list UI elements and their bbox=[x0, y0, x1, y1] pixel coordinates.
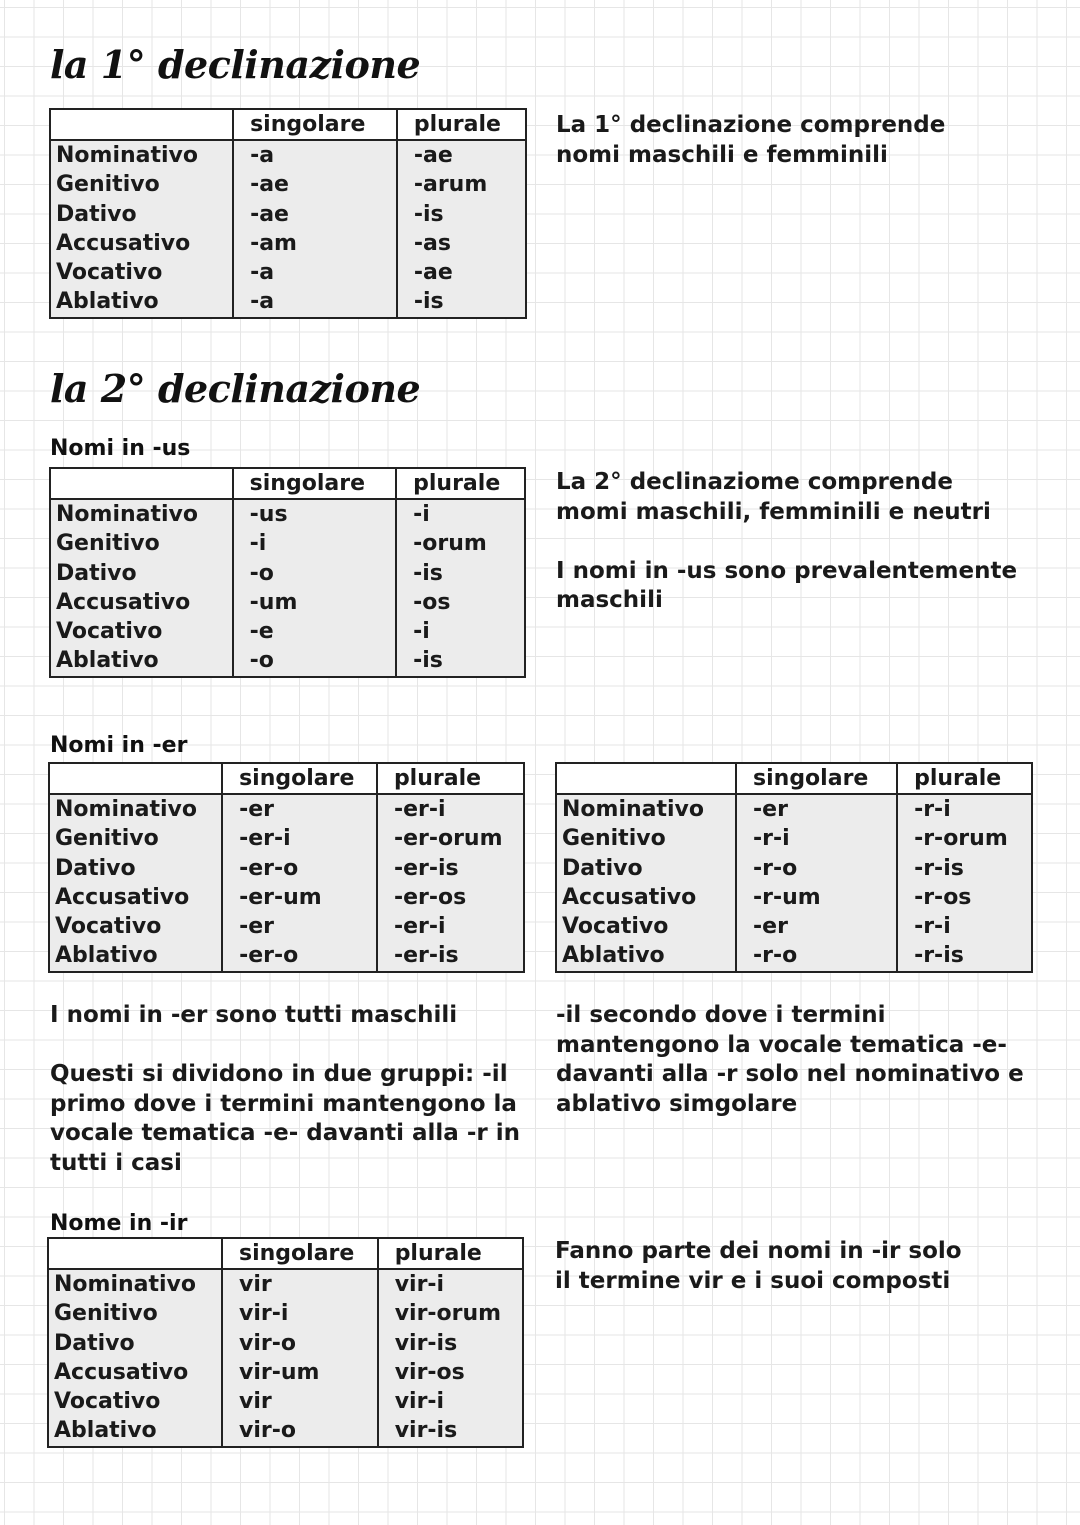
table-row bbox=[50, 288, 526, 318]
singular-ending: -um bbox=[233, 588, 396, 617]
plural-ending: -as bbox=[397, 229, 526, 258]
case-name: Dativo bbox=[50, 200, 233, 229]
singular-ending: -er-i bbox=[222, 825, 377, 854]
case-name: Genitivo bbox=[49, 825, 222, 854]
table-nomi-in-er-group2 bbox=[555, 762, 1033, 973]
plural-ending: -r-orum bbox=[897, 825, 1032, 854]
singular-ending: -a bbox=[233, 288, 397, 318]
case-name: Nominativo bbox=[50, 499, 233, 529]
plural-ending: -r-i bbox=[897, 912, 1032, 941]
plural-ending: -is bbox=[396, 559, 525, 588]
table-row bbox=[556, 854, 1032, 883]
singular-ending: -r-i bbox=[736, 825, 897, 854]
plural-ending: vir-os bbox=[378, 1358, 523, 1387]
table-first-declension bbox=[49, 108, 527, 319]
case-name: Vocativo bbox=[50, 258, 233, 287]
plural-ending: -er-i bbox=[377, 794, 524, 824]
table-row bbox=[49, 825, 524, 854]
plural-ending: -os bbox=[396, 588, 525, 617]
plural-ending: -arum bbox=[397, 171, 526, 200]
header-plurale: plurale bbox=[396, 468, 525, 499]
header-case bbox=[50, 109, 233, 140]
plural-ending: vir-orum bbox=[378, 1300, 523, 1329]
plural-ending: -r-os bbox=[897, 883, 1032, 912]
table-row bbox=[50, 588, 525, 617]
singular-ending: vir-o bbox=[222, 1417, 378, 1447]
singular-ending: -ae bbox=[233, 171, 397, 200]
case-name: Accusativo bbox=[49, 883, 222, 912]
singular-ending: vir-o bbox=[222, 1329, 378, 1358]
table-row bbox=[48, 1269, 523, 1299]
table-header-row bbox=[50, 468, 525, 499]
plural-ending: -ae bbox=[397, 258, 526, 287]
singular-ending: -r-um bbox=[736, 883, 897, 912]
table-header-row bbox=[48, 1238, 523, 1269]
table-row bbox=[50, 229, 526, 258]
singular-ending: -er-o bbox=[222, 854, 377, 883]
heading-second-declension: la 2° declinazione bbox=[50, 366, 421, 411]
case-name: Accusativo bbox=[50, 588, 233, 617]
singular-ending: -e bbox=[233, 617, 396, 646]
header-singolare: singolare bbox=[222, 1238, 378, 1269]
table-row bbox=[50, 171, 526, 200]
header-plurale: plurale bbox=[377, 763, 524, 794]
note-er-right: -il secondo dove i termini mantengono la vocale tematica -e- davanti alla -r solo nel nominativo e ablativo simgolare bbox=[556, 1002, 1024, 1117]
table-row bbox=[49, 883, 524, 912]
plural-ending: -r-is bbox=[897, 854, 1032, 883]
note-second-declension: La 2° declinaziome comprende momi maschili, femminili e neutri I nomi in -us sono prevalentemente maschili bbox=[556, 469, 1018, 613]
singular-ending: -r-o bbox=[736, 942, 897, 972]
header-case bbox=[49, 763, 222, 794]
singular-ending: -er bbox=[222, 794, 377, 824]
case-name: Accusativo bbox=[556, 883, 736, 912]
plural-ending: vir-i bbox=[378, 1269, 523, 1299]
plural-ending: vir-i bbox=[378, 1387, 523, 1416]
case-name: Genitivo bbox=[50, 171, 233, 200]
table-row bbox=[48, 1329, 523, 1358]
plural-ending: -i bbox=[396, 617, 525, 646]
note-ir: Fanno parte dei nomi in -ir solo il termine vir e i suoi composti bbox=[555, 1238, 962, 1294]
table-row bbox=[50, 200, 526, 229]
plural-ending: -is bbox=[397, 200, 526, 229]
header-plurale: plurale bbox=[378, 1238, 523, 1269]
header-plurale: plurale bbox=[897, 763, 1032, 794]
heading-first-declension: la 1° declinazione bbox=[50, 42, 421, 87]
case-name: Nominativo bbox=[48, 1269, 222, 1299]
case-name: Dativo bbox=[50, 559, 233, 588]
table-row bbox=[49, 794, 524, 824]
singular-ending: -o bbox=[233, 559, 396, 588]
header-singolare: singolare bbox=[233, 109, 397, 140]
table-row bbox=[556, 883, 1032, 912]
note-first-declension: La 1° declinazione comprende nomi maschili e femminili bbox=[556, 112, 946, 168]
case-name: Ablativo bbox=[49, 942, 222, 972]
table-row bbox=[48, 1358, 523, 1387]
table-row bbox=[556, 794, 1032, 824]
singular-ending: -ae bbox=[233, 200, 397, 229]
plural-ending: -orum bbox=[396, 530, 525, 559]
singular-ending: vir-i bbox=[222, 1300, 378, 1329]
case-name: Accusativo bbox=[48, 1358, 222, 1387]
case-name: Vocativo bbox=[49, 912, 222, 941]
table-row bbox=[48, 1300, 523, 1329]
case-name: Dativo bbox=[49, 854, 222, 883]
singular-ending: -er bbox=[736, 912, 897, 941]
case-name: Nominativo bbox=[556, 794, 736, 824]
case-name: Ablativo bbox=[50, 647, 233, 677]
singular-ending: -er-um bbox=[222, 883, 377, 912]
case-name: Ablativo bbox=[50, 288, 233, 318]
table-row bbox=[556, 825, 1032, 854]
header-case bbox=[48, 1238, 222, 1269]
singular-ending: -o bbox=[233, 647, 396, 677]
case-name: Nominativo bbox=[49, 794, 222, 824]
case-name: Vocativo bbox=[48, 1387, 222, 1416]
plural-ending: -er-is bbox=[377, 942, 524, 972]
plural-ending: -ae bbox=[397, 140, 526, 170]
plural-ending: vir-is bbox=[378, 1329, 523, 1358]
table-row bbox=[49, 854, 524, 883]
plural-ending: -er-i bbox=[377, 912, 524, 941]
header-plurale: plurale bbox=[397, 109, 526, 140]
table-row bbox=[50, 559, 525, 588]
plural-ending: -r-i bbox=[897, 794, 1032, 824]
table-row bbox=[49, 912, 524, 941]
case-name: Ablativo bbox=[48, 1417, 222, 1447]
singular-ending: -us bbox=[233, 499, 396, 529]
table-row bbox=[50, 499, 525, 529]
plural-ending: -i bbox=[396, 499, 525, 529]
table-row bbox=[50, 647, 525, 677]
header-singolare: singolare bbox=[222, 763, 377, 794]
case-name: Accusativo bbox=[50, 229, 233, 258]
table-row bbox=[50, 258, 526, 287]
plural-ending: -er-orum bbox=[377, 825, 524, 854]
plural-ending: -er-is bbox=[377, 854, 524, 883]
table-row bbox=[50, 617, 525, 646]
singular-ending: vir bbox=[222, 1269, 378, 1299]
plural-ending: -is bbox=[397, 288, 526, 318]
table-nomi-in-us bbox=[49, 467, 526, 678]
case-name: Genitivo bbox=[48, 1300, 222, 1329]
case-name: Dativo bbox=[48, 1329, 222, 1358]
singular-ending: -er bbox=[222, 912, 377, 941]
table-nomi-in-er-group1 bbox=[48, 762, 525, 973]
case-name: Vocativo bbox=[50, 617, 233, 646]
plural-ending: -is bbox=[396, 647, 525, 677]
label-nomi-in-er: Nomi in -er bbox=[50, 733, 188, 758]
header-singolare: singolare bbox=[736, 763, 897, 794]
note-er-left: I nomi in -er sono tutti maschili Questi si dividono in due gruppi: -il primo dove i termini mantengono la vocale tematica -e- davanti alla -r in tutti i casi bbox=[50, 1002, 520, 1176]
case-name: Genitivo bbox=[50, 530, 233, 559]
table-row bbox=[556, 912, 1032, 941]
header-singolare: singolare bbox=[233, 468, 396, 499]
table-row bbox=[556, 942, 1032, 972]
plural-ending: -r-is bbox=[897, 942, 1032, 972]
case-name: Genitivo bbox=[556, 825, 736, 854]
singular-ending: vir bbox=[222, 1387, 378, 1416]
table-header-row bbox=[49, 763, 524, 794]
table-header-row bbox=[50, 109, 526, 140]
case-name: Nominativo bbox=[50, 140, 233, 170]
header-case bbox=[50, 468, 233, 499]
singular-ending: -er-o bbox=[222, 942, 377, 972]
plural-ending: vir-is bbox=[378, 1417, 523, 1447]
table-row bbox=[48, 1417, 523, 1447]
header-case bbox=[556, 763, 736, 794]
plural-ending: -er-os bbox=[377, 883, 524, 912]
case-name: Ablativo bbox=[556, 942, 736, 972]
table-row bbox=[50, 140, 526, 170]
label-nomi-in-us: Nomi in -us bbox=[50, 436, 191, 461]
singular-ending: -am bbox=[233, 229, 397, 258]
case-name: Dativo bbox=[556, 854, 736, 883]
table-row bbox=[50, 530, 525, 559]
table-row bbox=[48, 1387, 523, 1416]
singular-ending: -i bbox=[233, 530, 396, 559]
table-header-row bbox=[556, 763, 1032, 794]
singular-ending: -r-o bbox=[736, 854, 897, 883]
case-name: Vocativo bbox=[556, 912, 736, 941]
table-nome-in-ir bbox=[47, 1237, 524, 1448]
singular-ending: -a bbox=[233, 258, 397, 287]
table-row bbox=[49, 942, 524, 972]
label-nome-in-ir: Nome in -ir bbox=[50, 1211, 188, 1236]
singular-ending: vir-um bbox=[222, 1358, 378, 1387]
singular-ending: -a bbox=[233, 140, 397, 170]
singular-ending: -er bbox=[736, 794, 897, 824]
